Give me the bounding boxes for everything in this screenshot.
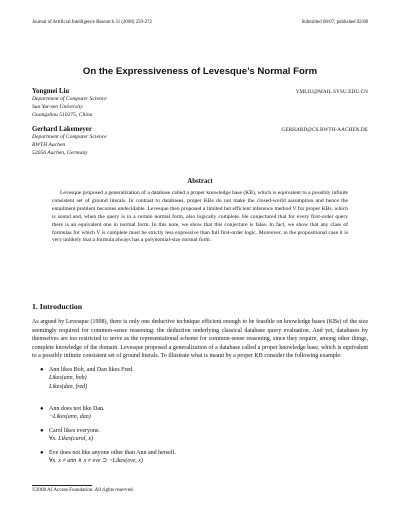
submission-dates: Submitted 08/07; published 02/08	[301, 20, 368, 25]
journal-citation: Journal of Artificial Intelligence Research 31 (2008) 259-272	[32, 20, 152, 25]
author-department: Department of Computer Science	[32, 134, 107, 140]
author-name: Yongmei Liu	[32, 88, 70, 95]
abstract-text: Levesque proposed a generalization of a database called a proper knowledge base (KB), which is equivalent to a possibly infinite consistent set of ground literals. In contrast to databases, proper KBs do not make the closed-world assumption and hence the entailment problem becomes undecidable. Levesque then proposed a limited but efficient inference method V for proper KBs, which is sound and, when the query is in a certain normal form, also logically complete. He conjectured that for every first-order query there is an equivalent one in normal form. In this note, we show that this conjecture is false. In fact, we show that any class of formulas for which V is complete must be strictly less expressive than full first-order logic. Moreover, in the propositional case it is very unlikely that a formula always has a polynomial-size normal form.	[52, 190, 348, 244]
author-block	[32, 88, 368, 120]
bullet-icon: ●	[40, 406, 44, 412]
paper-title: On the Expressiveness of Levesque’s Normal Form	[82, 66, 318, 77]
author-address: 52056 Aachen, Germany	[32, 149, 88, 156]
example-sentence: Ann does not like Dan.	[49, 406, 105, 412]
author-email: GERHARD@CS.RWTH-AACHEN.DE	[281, 127, 368, 133]
example-sentence: Carol likes everyone.	[49, 428, 101, 434]
author-institution: RWTH Aachen	[32, 141, 66, 148]
author-email: YMLIU@MAIL.SYSU.EDU.CN	[295, 89, 368, 95]
section-text: As argued by Levesque (1998), there is only one deductive technique efficient enough to be feasible on knowledge bases (KBs) of the size seemingly required for common-sense reasoning: the deduction underlying classical database query evaluation. And yet, databases by themselves are too restricted to serve as the representational scheme for common-sense reasoning, since they require, among other things, complete knowledge of the domain. Levesque proposed a generalization of a database called a proper knowledge base, which is equivalent to a possibly infinite consistent set of ground literals. To illustrate what is meant by a proper KB consider the following example:	[32, 319, 368, 359]
section-heading: 1. Introduction	[32, 302, 83, 311]
author-block	[32, 126, 368, 158]
bullet-icon: ●	[40, 367, 44, 373]
footer-rule	[32, 485, 92, 486]
bullet-icon: ●	[40, 428, 44, 434]
abstract-heading: Abstract	[187, 178, 213, 185]
author-name: Gerhard Lakemeyer	[32, 126, 92, 133]
copyright-notice: ©2008 AI Access Foundation. All rights reserved.	[32, 487, 134, 493]
example-formula: Likes(dan, fred)	[49, 383, 88, 390]
author-institution: Sun Yat-sen University	[32, 103, 83, 110]
example-formula: ∀x. x ≠ ann ∧ x ≠ eve ⊃ ¬Likes(eve, x)	[49, 458, 143, 465]
example-formula: ∀x. Likes(carol, x)	[49, 436, 94, 443]
running-header	[32, 20, 368, 26]
author-department: Department of Computer Science	[32, 96, 107, 102]
example-sentence: Eve does not like anyone other than Ann and herself.	[49, 450, 176, 456]
example-formula: ¬Likes(ann, dan)	[49, 414, 91, 421]
example-formula: Likes(ann, bob)	[49, 375, 87, 382]
bullet-icon: ●	[40, 450, 44, 456]
author-address: Guangzhou 510275, China	[32, 111, 93, 118]
example-sentence: Ann likes Bob, and Dan likes Fred.	[49, 367, 134, 373]
